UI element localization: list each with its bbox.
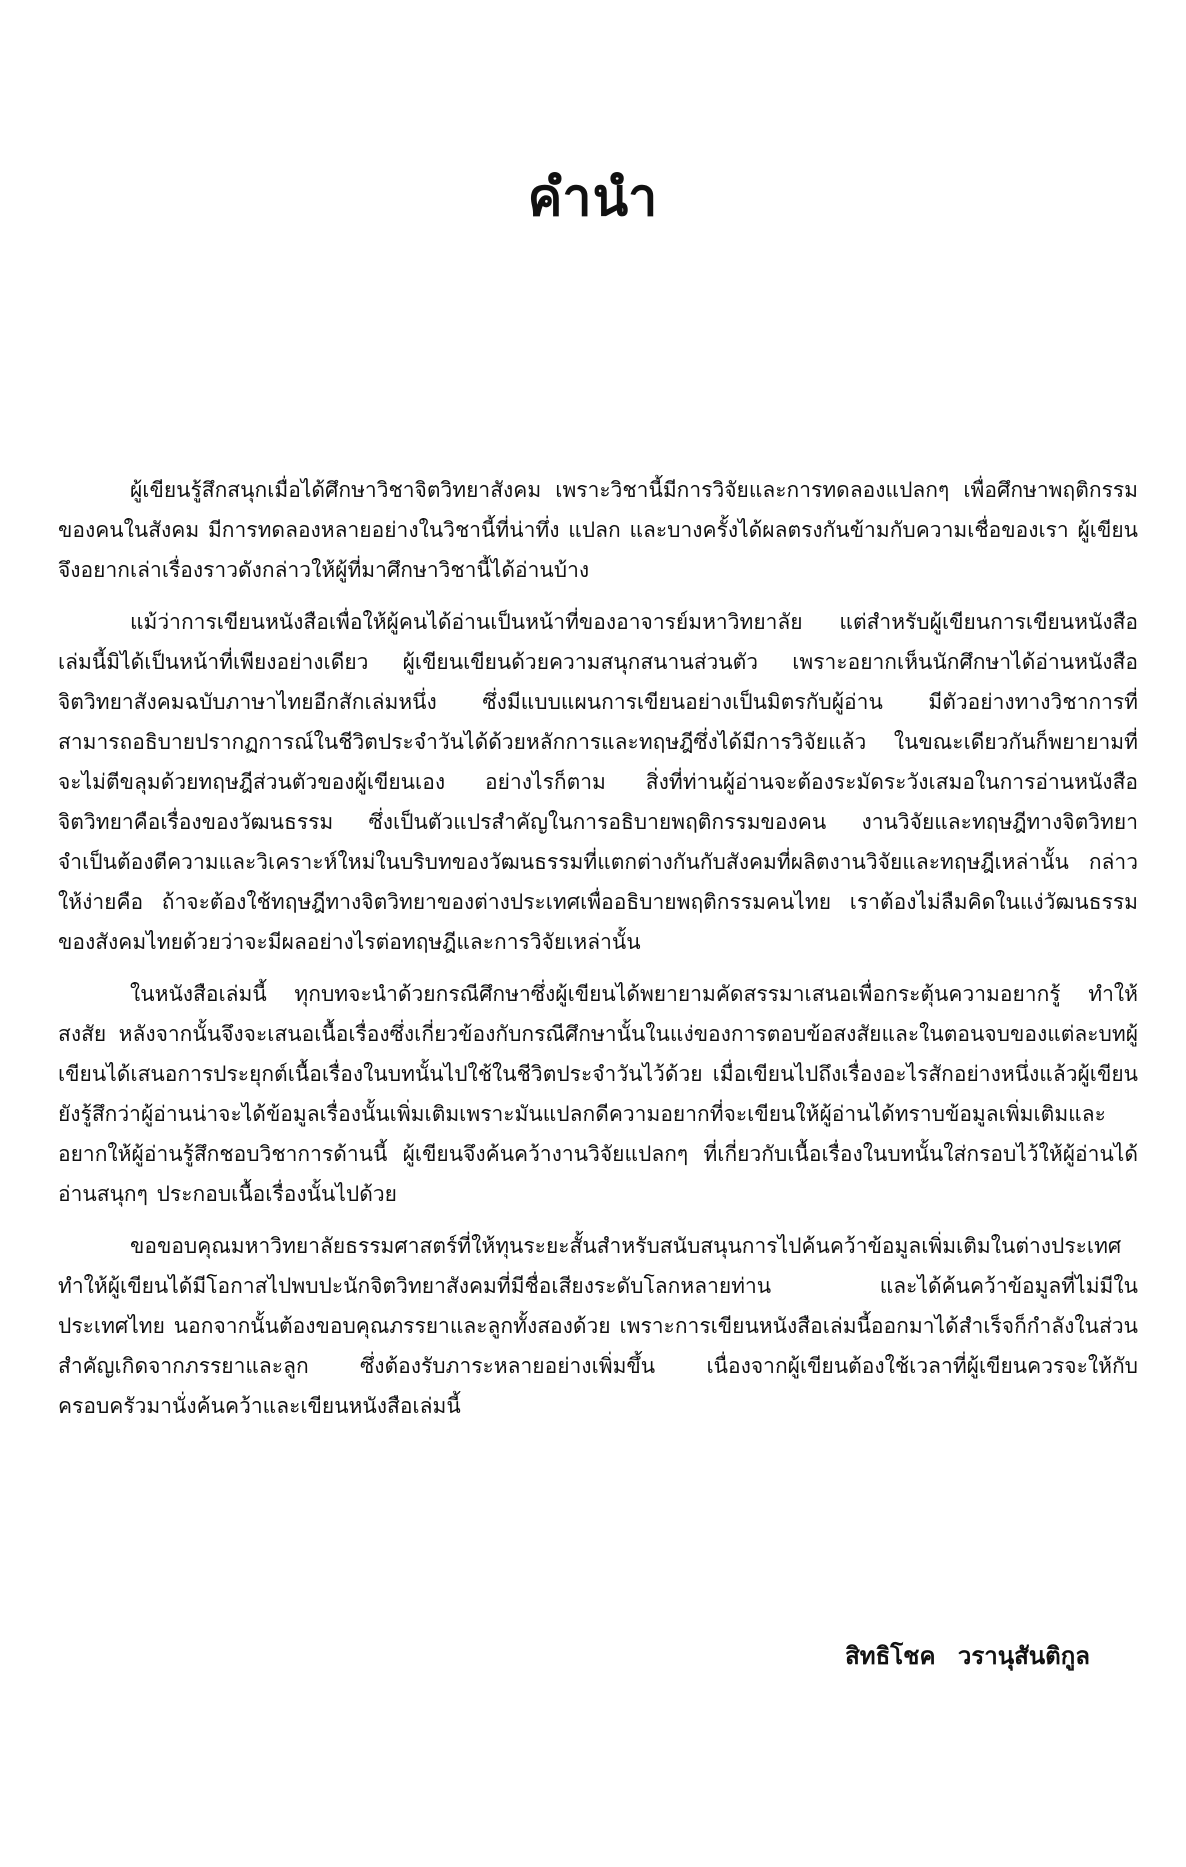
paragraph-2: แม้ว่าการเขียนหนังสือเพื่อให้ผู้คนได้อ่านเป็นหน้าที่ของอาจารย์มหาวิทยาลัย แต่สำหรับผู้เขียนการเขียนหนังสือเล่มนี้มิได้เป็นหน้าที่เพียงอย่างเดียว ผู้เขียนเขียนด้วยความสนุกสนานส่วนตัว เพราะอยากเห็นนักศึกษาได้อ่านหนังสือจิตวิทยาสังคมฉบับภาษาไทยอีกสักเล่มหนึ่ง ซึ่งมีแบบแผนการเขียนอย่างเป็นมิตรกับผู้อ่าน มีตัวอย่างทางวิชาการที่สามารถอธิบายปรากฏการณ์ในชีวิตประจำวันได้ด้วยหลักการและทฤษฎีซึ่งได้มีการวิจัยแล้ว ในขณะเดียวกันก็พยายามที่จะไม่ตีขลุมด้วยทฤษฎีส่วนตัวของผู้เขียนเอง อย่างไรก็ตาม สิ่งที่ท่านผู้อ่านจะต้องระมัดระวังเสมอในการอ่านหนังสือจิตวิทยาคือเรื่องของวัฒนธรรม ซึ่งเป็นตัวแปรสำคัญในการอธิบายพฤติกรรมของคน งานวิจัยและทฤษฎีทางจิตวิทยาจำเป็นต้องตีความและวิเคราะห์ใหม่ในบริบทของวัฒนธรรมที่แตกต่างกันกับสังคมที่ผลิตงานวิจัยและทฤษฎีเหล่านั้น กล่าวให้ง่ายคือ ถ้าจะต้องใช้ทฤษฎีทางจิตวิทยาของต่างประเทศเพื่ออธิบายพฤติกรรมคนไทย เราต้องไม่ลืมคิดในแง่วัฒนธรรมของสังคมไทยด้วยว่าจะมีผลอย่างไรต่อทฤษฎีและการวิจัยเหล่านั้น <box>58 610 1138 954</box>
preface-body <box>58 470 1138 1438</box>
paragraph-1: ผู้เขียนรู้สึกสนุกเมื่อได้ศึกษาวิชาจิตวิทยาสังคม เพราะวิชานี้มีการวิจัยและการทดลองแปลกๆ เพื่อศึกษาพฤติกรรมของคนในสังคม มีการทดลองหลายอย่างในวิชานี้ที่น่าทึ่ง แปลก และบางครั้งได้ผลตรงกันข้ามกับความเชื่อของเรา ผู้เขียนจึงอยากเล่าเรื่องราวดังกล่าวให้ผู้ที่มาศึกษาวิชานี้ได้อ่านบ้าง <box>58 478 1138 582</box>
paragraph-3: ในหนังสือเล่มนี้ ทุกบทจะนำด้วยกรณีศึกษาซึ่งผู้เขียนได้พยายามคัดสรรมาเสนอเพื่อกระตุ้นความอยากรู้ ทำให้สงสัย หลังจากนั้นจึงจะเสนอเนื้อเรื่องซึ่งเกี่ยวข้องกับกรณีศึกษานั้นในแง่ของการตอบข้อสงสัยและในตอนจบของแต่ละบทผู้เขียนได้เสนอการประยุกต์เนื้อเรื่องในบทนั้นไปใช้ในชีวิตประจำวันไว้ด้วย เมื่อเขียนไปถึงเรื่องอะไรสักอย่างหนึ่งแล้วผู้เขียนยังรู้สึกว่าผู้อ่านน่าจะได้ข้อมูลเรื่องนั้นเพิ่มเติมเพราะมันแปลกดีความอยากที่จะเขียนให้ผู้อ่านได้ทราบข้อมูลเพิ่มเติมและอยากให้ผู้อ่านรู้สึกชอบวิชาการด้านนี้ ผู้เขียนจึงค้นคว้างานวิจัยแปลกๆ ที่เกี่ยวกับเนื้อเรื่องในบทนั้นใส่กรอบไว้ให้ผู้อ่านได้อ่านสนุกๆ ประกอบเนื้อเรื่องนั้นไปด้วย <box>58 982 1138 1206</box>
author-signature: สิทธิโชค วรานุสันติกูล <box>845 1642 1090 1670</box>
paragraph-4: ขอขอบคุณมหาวิทยาลัยธรรมศาสตร์ที่ให้ทุนระยะสั้นสำหรับสนับสนุนการไปค้นคว้าข้อมูลเพิ่มเติมในต่างประเทศ ทำให้ผู้เขียนได้มีโอกาสไปพบปะนักจิตวิทยาสังคมที่มีชื่อเสียงระดับโลกหลายท่าน และได้ค้นคว้าข้อมูลที่ไม่มีในประเทศไทย นอกจากนั้นต้องขอบคุณภรรยาและลูกทั้งสองด้วย เพราะการเขียนหนังสือเล่มนี้ออกมาได้สำเร็จก็กำลังในส่วนสำคัญเกิดจากภรรยาและลูก ซึ่งต้องรับภาระหลายอย่างเพิ่มขึ้น เนื่องจากผู้เขียนต้องใช้เวลาที่ผู้เขียนควรจะให้กับครอบครัวมานั่งค้นคว้าและเขียนหนังสือเล่มนี้ <box>58 1234 1138 1418</box>
page-title: คำนำ <box>527 168 659 228</box>
